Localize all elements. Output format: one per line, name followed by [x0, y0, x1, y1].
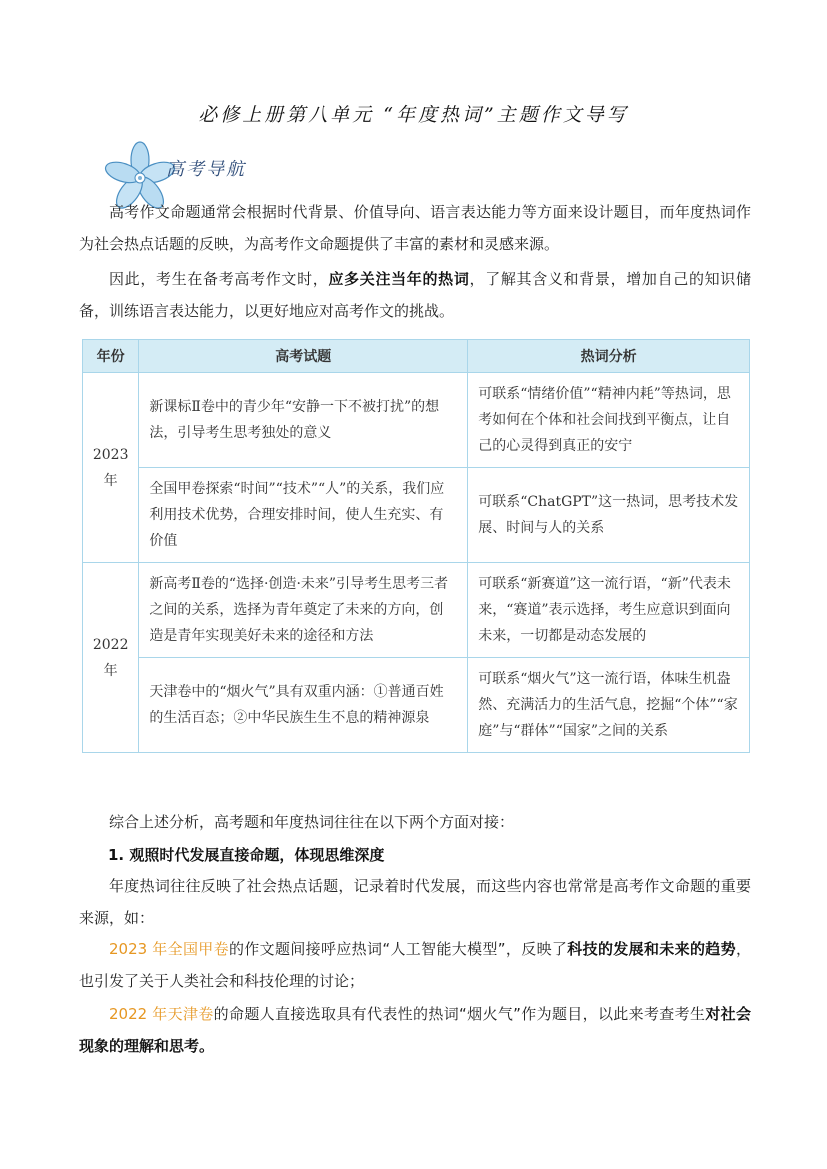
section-heading: 高考导航	[166, 159, 246, 180]
table-row	[83, 468, 750, 563]
analysis-cell: 可联系“情绪价值”“精神内耗”等热词，思考如何在个体和社会间找到平衡点，让自己的心灵得到真正的安宁	[468, 373, 750, 468]
exam-tag: 2023 年全国甲卷	[109, 940, 229, 958]
exam-cell: 全国甲卷探索“时间”“技术”“人”的关系，我们应利用技术优势，合理安排时间，使人生充实、有价值	[139, 468, 468, 563]
exam-cell: 新高考Ⅱ卷的“选择·创造·未来”引导考生思考三者之间的关系，选择为青年奠定了未来的方向，创造是青年实现美好未来的途径和方法	[139, 563, 468, 658]
hotword-table	[82, 339, 750, 753]
header-analysis: 热词分析	[468, 340, 750, 373]
analysis-cell: 可联系“烟火气”这一流行语，体味生机盎然、充满活力的生活气息，挖掘“个体”“家庭”与“群体”“国家”之间的关系	[468, 658, 750, 753]
example-2023: 2023 年全国甲卷的作文题间接呼应热词“人工智能大模型”，反映了科技的发展和未来的趋势，也引发了关于人类社会和科技伦理的讨论；	[79, 940, 751, 990]
table-row	[83, 563, 750, 658]
header-year: 年份	[83, 340, 139, 373]
exam-tag: 2022 年天津卷	[109, 1005, 214, 1023]
point-heading: 1. 观照时代发展直接命题，体现思维深度	[108, 846, 385, 864]
header-exam: 高考试题	[139, 340, 468, 373]
point-text: 年度热词往往反映了社会热点话题，记录着时代发展，而这些内容也常常是高考作文命题的重要来源，如：	[79, 877, 751, 927]
analysis-cell: 可联系“ChatGPT”这一热词，思考技术发展、时间与人的关系	[468, 468, 750, 563]
exam-cell: 天津卷中的“烟火气”具有双重内涵：①普通百姓的生活百态；②中华民族生生不息的精神源泉	[139, 658, 468, 753]
exam-cell: 新课标Ⅱ卷中的青少年“安静一下不被打扰”的想法，引导考生思考独处的意义	[139, 373, 468, 468]
analysis-cell: 可联系“新赛道”这一流行语，“新”代表未来，“赛道”表示选择，考生应意识到面向未来，一切都是动态发展的	[468, 563, 750, 658]
intro-paragraph-2: 因此，考生在备考高考作文时，应多关注当年的热词，了解其含义和背景，增加自己的知识储备，训练语言表达能力，以更好地应对高考作文的挑战。	[79, 270, 751, 320]
table-row	[83, 373, 750, 468]
table-row	[83, 658, 750, 753]
example-2022: 2022 年天津卷的命题人直接选取具有代表性的热词“烟火气”作为题目，以此来考查考生对社会现象的理解和思考。	[79, 1005, 751, 1055]
year-cell: 2023 年	[83, 373, 139, 563]
intro-paragraph-1: 高考作文命题通常会根据时代背景、价值导向、语言表达能力等方面来设计题目，而年度热词作为社会热点话题的反映，为高考作文命题提供了丰富的素材和灵感来源。	[79, 203, 751, 253]
page-title: 必修上册第八单元 “年度热词”主题作文导写	[198, 104, 629, 126]
year-cell: 2022 年	[83, 563, 139, 753]
summary-paragraph: 综合上述分析，高考题和年度热词往往在以下两个方面对接：	[109, 813, 515, 831]
table-header-row	[83, 340, 750, 373]
